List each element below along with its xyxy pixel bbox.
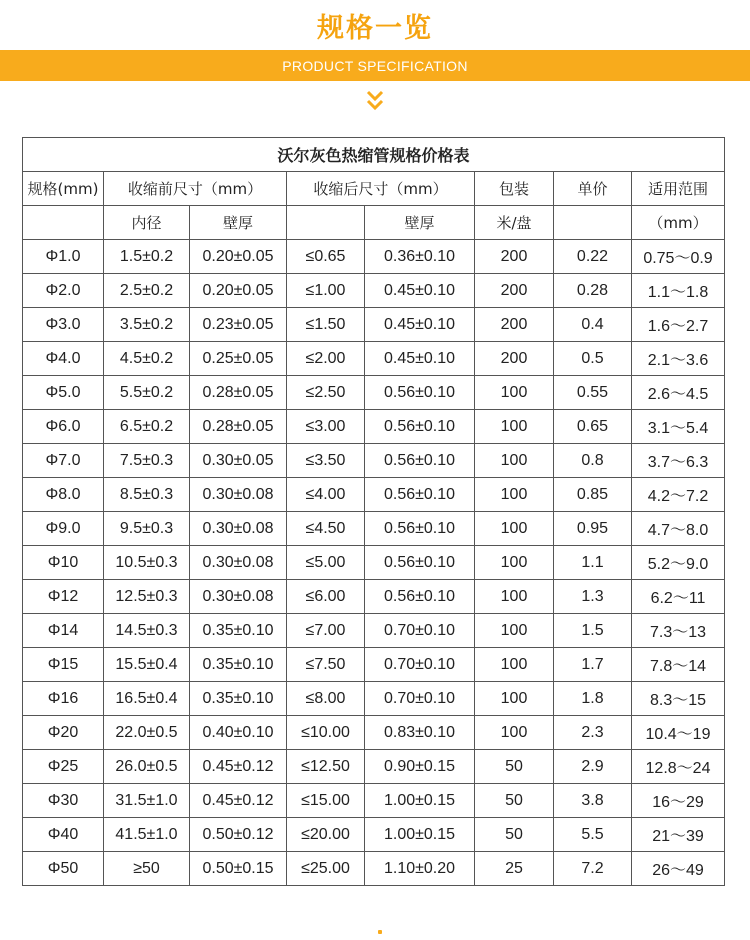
cell-pack: 100 bbox=[475, 580, 554, 614]
cell-inner-after: ≤3.50 bbox=[287, 444, 365, 478]
spec-price-table bbox=[22, 137, 724, 886]
cell-inner-after: ≤25.00 bbox=[287, 852, 365, 886]
cell-price: 1.1 bbox=[554, 546, 632, 580]
cell-wall-after: 0.56±0.10 bbox=[365, 478, 475, 512]
cell-price: 7.2 bbox=[554, 852, 632, 886]
cell-inner-diameter: 4.5±0.2 bbox=[104, 342, 190, 376]
cell-wall-before: 0.23±0.05 bbox=[190, 308, 287, 342]
cell-spec: Φ30 bbox=[23, 784, 104, 818]
cell-wall-after: 0.45±0.10 bbox=[365, 308, 475, 342]
cell-spec: Φ20 bbox=[23, 716, 104, 750]
cell-inner-after: ≤1.50 bbox=[287, 308, 365, 342]
table-row bbox=[23, 818, 725, 852]
cell-inner-after: ≤7.50 bbox=[287, 648, 365, 682]
cell-pack: 100 bbox=[475, 614, 554, 648]
cell-wall-before: 0.25±0.05 bbox=[190, 342, 287, 376]
cell-price: 1.7 bbox=[554, 648, 632, 682]
cell-pack: 100 bbox=[475, 478, 554, 512]
cell-wall-before: 0.28±0.05 bbox=[190, 410, 287, 444]
cell-inner-diameter: 2.5±0.2 bbox=[104, 274, 190, 308]
cell-spec: Φ12 bbox=[23, 580, 104, 614]
cell-pack: 200 bbox=[475, 240, 554, 274]
table-row bbox=[23, 410, 725, 444]
cell-range: 1.1～1.8 bbox=[632, 274, 725, 308]
cell-inner-after: ≤3.00 bbox=[287, 410, 365, 444]
footer-dot bbox=[378, 930, 382, 934]
cell-wall-after: 0.70±0.10 bbox=[365, 614, 475, 648]
cell-spec: Φ50 bbox=[23, 852, 104, 886]
cell-price: 0.5 bbox=[554, 342, 632, 376]
header-pack-unit: 米/盘 bbox=[475, 206, 554, 240]
cell-inner-diameter: 10.5±0.3 bbox=[104, 546, 190, 580]
cell-range: 7.8～14 bbox=[632, 648, 725, 682]
cell-wall-before: 0.30±0.08 bbox=[190, 478, 287, 512]
cell-wall-after: 0.45±0.10 bbox=[365, 274, 475, 308]
cell-inner-after: ≤4.00 bbox=[287, 478, 365, 512]
header-wall-after: 壁厚 bbox=[365, 206, 475, 240]
cell-wall-after: 1.00±0.15 bbox=[365, 784, 475, 818]
header-price: 单价 bbox=[554, 172, 632, 206]
cell-spec: Φ5.0 bbox=[23, 376, 104, 410]
cell-wall-before: 0.45±0.12 bbox=[190, 750, 287, 784]
cell-range: 7.3～13 bbox=[632, 614, 725, 648]
cell-inner-diameter: 3.5±0.2 bbox=[104, 308, 190, 342]
cell-inner-after: ≤5.00 bbox=[287, 546, 365, 580]
cell-spec: Φ14 bbox=[23, 614, 104, 648]
cell-spec: Φ1.0 bbox=[23, 240, 104, 274]
header-wall-before: 壁厚 bbox=[190, 206, 287, 240]
cell-spec: Φ7.0 bbox=[23, 444, 104, 478]
cell-wall-before: 0.40±0.10 bbox=[190, 716, 287, 750]
cell-price: 1.8 bbox=[554, 682, 632, 716]
cell-inner-after: ≤7.00 bbox=[287, 614, 365, 648]
cell-inner-after: ≤4.50 bbox=[287, 512, 365, 546]
cell-inner-diameter: 7.5±0.3 bbox=[104, 444, 190, 478]
cell-inner-diameter: ≥50 bbox=[104, 852, 190, 886]
cell-inner-diameter: 16.5±0.4 bbox=[104, 682, 190, 716]
cell-spec: Φ15 bbox=[23, 648, 104, 682]
cell-price: 0.4 bbox=[554, 308, 632, 342]
cell-range: 0.75～0.9 bbox=[632, 240, 725, 274]
cell-wall-after: 1.00±0.15 bbox=[365, 818, 475, 852]
cell-range: 16～29 bbox=[632, 784, 725, 818]
cell-price: 1.5 bbox=[554, 614, 632, 648]
cell-pack: 100 bbox=[475, 512, 554, 546]
header-spec: 规格(mm) bbox=[23, 172, 104, 206]
cell-inner-diameter: 26.0±0.5 bbox=[104, 750, 190, 784]
cell-price: 1.3 bbox=[554, 580, 632, 614]
cell-price: 2.9 bbox=[554, 750, 632, 784]
cell-inner-diameter: 41.5±1.0 bbox=[104, 818, 190, 852]
cell-price: 0.85 bbox=[554, 478, 632, 512]
cell-spec: Φ6.0 bbox=[23, 410, 104, 444]
cell-wall-before: 0.35±0.10 bbox=[190, 614, 287, 648]
cell-range: 5.2～9.0 bbox=[632, 546, 725, 580]
header-row-1 bbox=[23, 172, 725, 206]
cell-pack: 25 bbox=[475, 852, 554, 886]
cell-price: 0.28 bbox=[554, 274, 632, 308]
cell-wall-after: 0.56±0.10 bbox=[365, 580, 475, 614]
cell-pack: 100 bbox=[475, 376, 554, 410]
cell-range: 4.2～7.2 bbox=[632, 478, 725, 512]
cell-wall-after: 0.70±0.10 bbox=[365, 682, 475, 716]
cell-inner-after: ≤15.00 bbox=[287, 784, 365, 818]
table-row bbox=[23, 444, 725, 478]
header-row-2 bbox=[23, 206, 725, 240]
cell-range: 1.6～2.7 bbox=[632, 308, 725, 342]
cell-pack: 100 bbox=[475, 682, 554, 716]
table-row bbox=[23, 308, 725, 342]
table-row bbox=[23, 852, 725, 886]
cell-inner-diameter: 31.5±1.0 bbox=[104, 784, 190, 818]
cell-pack: 100 bbox=[475, 648, 554, 682]
table-row bbox=[23, 376, 725, 410]
cell-range: 2.6～4.5 bbox=[632, 376, 725, 410]
cell-wall-after: 0.56±0.10 bbox=[365, 512, 475, 546]
table-row bbox=[23, 682, 725, 716]
cell-wall-after: 0.45±0.10 bbox=[365, 342, 475, 376]
table-row bbox=[23, 580, 725, 614]
cell-wall-after: 0.56±0.10 bbox=[365, 410, 475, 444]
cell-inner-diameter: 6.5±0.2 bbox=[104, 410, 190, 444]
cell-wall-before: 0.30±0.08 bbox=[190, 512, 287, 546]
double-chevron-down-icon bbox=[366, 89, 384, 115]
cell-wall-before: 0.30±0.05 bbox=[190, 444, 287, 478]
cell-spec: Φ8.0 bbox=[23, 478, 104, 512]
cell-range: 12.8～24 bbox=[632, 750, 725, 784]
cell-inner-after: ≤20.00 bbox=[287, 818, 365, 852]
table-row bbox=[23, 478, 725, 512]
table-row bbox=[23, 614, 725, 648]
cell-inner-after: ≤8.00 bbox=[287, 682, 365, 716]
cell-inner-diameter: 22.0±0.5 bbox=[104, 716, 190, 750]
cell-inner-after: ≤12.50 bbox=[287, 750, 365, 784]
cell-inner-diameter: 9.5±0.3 bbox=[104, 512, 190, 546]
header-after-shrink: 收缩后尺寸（mm） bbox=[287, 172, 475, 206]
table-row bbox=[23, 784, 725, 818]
cell-price: 3.8 bbox=[554, 784, 632, 818]
cell-range: 8.3～15 bbox=[632, 682, 725, 716]
cell-price: 2.3 bbox=[554, 716, 632, 750]
cell-price: 5.5 bbox=[554, 818, 632, 852]
header-range-unit: （mm） bbox=[632, 206, 725, 240]
table-row bbox=[23, 274, 725, 308]
cell-spec: Φ2.0 bbox=[23, 274, 104, 308]
cell-wall-before: 0.35±0.10 bbox=[190, 648, 287, 682]
cell-inner-diameter: 5.5±0.2 bbox=[104, 376, 190, 410]
cell-range: 2.1～3.6 bbox=[632, 342, 725, 376]
table-row bbox=[23, 512, 725, 546]
cell-inner-after: ≤10.00 bbox=[287, 716, 365, 750]
header-before-shrink: 收缩前尺寸（mm） bbox=[104, 172, 287, 206]
cell-inner-after: ≤2.50 bbox=[287, 376, 365, 410]
cell-inner-diameter: 12.5±0.3 bbox=[104, 580, 190, 614]
cell-range: 4.7～8.0 bbox=[632, 512, 725, 546]
cell-wall-after: 0.70±0.10 bbox=[365, 648, 475, 682]
cell-price: 0.95 bbox=[554, 512, 632, 546]
cell-range: 3.1～5.4 bbox=[632, 410, 725, 444]
cell-inner-after: ≤0.65 bbox=[287, 240, 365, 274]
cell-wall-after: 1.10±0.20 bbox=[365, 852, 475, 886]
cell-inner-after: ≤2.00 bbox=[287, 342, 365, 376]
cell-spec: Φ9.0 bbox=[23, 512, 104, 546]
cell-wall-after: 0.36±0.10 bbox=[365, 240, 475, 274]
cell-spec: Φ3.0 bbox=[23, 308, 104, 342]
cell-wall-before: 0.30±0.08 bbox=[190, 546, 287, 580]
cell-wall-before: 0.50±0.12 bbox=[190, 818, 287, 852]
cell-spec: Φ25 bbox=[23, 750, 104, 784]
cell-pack: 50 bbox=[475, 818, 554, 852]
cell-range: 6.2～11 bbox=[632, 580, 725, 614]
header-pack: 包装 bbox=[475, 172, 554, 206]
cell-inner-diameter: 14.5±0.3 bbox=[104, 614, 190, 648]
header-empty bbox=[23, 206, 104, 240]
table-row bbox=[23, 648, 725, 682]
table-row bbox=[23, 546, 725, 580]
cell-pack: 200 bbox=[475, 274, 554, 308]
cell-spec: Φ16 bbox=[23, 682, 104, 716]
page-title: 规格一览 bbox=[317, 12, 433, 44]
cell-pack: 100 bbox=[475, 444, 554, 478]
cell-spec: Φ4.0 bbox=[23, 342, 104, 376]
section-banner: PRODUCT SPECIFICATION bbox=[0, 50, 750, 81]
cell-price: 0.8 bbox=[554, 444, 632, 478]
cell-wall-before: 0.28±0.05 bbox=[190, 376, 287, 410]
cell-wall-after: 0.56±0.10 bbox=[365, 444, 475, 478]
cell-pack: 50 bbox=[475, 784, 554, 818]
cell-wall-before: 0.50±0.15 bbox=[190, 852, 287, 886]
cell-wall-after: 0.56±0.10 bbox=[365, 376, 475, 410]
cell-inner-diameter: 15.5±0.4 bbox=[104, 648, 190, 682]
cell-inner-diameter: 1.5±0.2 bbox=[104, 240, 190, 274]
cell-spec: Φ40 bbox=[23, 818, 104, 852]
cell-wall-before: 0.35±0.10 bbox=[190, 682, 287, 716]
cell-inner-after: ≤6.00 bbox=[287, 580, 365, 614]
cell-price: 0.65 bbox=[554, 410, 632, 444]
cell-wall-before: 0.45±0.12 bbox=[190, 784, 287, 818]
cell-pack: 100 bbox=[475, 546, 554, 580]
cell-pack: 50 bbox=[475, 750, 554, 784]
cell-pack: 100 bbox=[475, 716, 554, 750]
cell-range: 26～49 bbox=[632, 852, 725, 886]
cell-inner-after: ≤1.00 bbox=[287, 274, 365, 308]
header-empty bbox=[554, 206, 632, 240]
table-row bbox=[23, 716, 725, 750]
cell-range: 3.7～6.3 bbox=[632, 444, 725, 478]
table-caption: 沃尔灰色热缩管规格价格表 bbox=[23, 138, 725, 172]
cell-range: 21～39 bbox=[632, 818, 725, 852]
cell-price: 0.55 bbox=[554, 376, 632, 410]
table-row bbox=[23, 342, 725, 376]
cell-wall-after: 0.56±0.10 bbox=[365, 546, 475, 580]
cell-wall-before: 0.20±0.05 bbox=[190, 240, 287, 274]
header-range: 适用范围 bbox=[632, 172, 725, 206]
cell-range: 10.4～19 bbox=[632, 716, 725, 750]
header-empty bbox=[287, 206, 365, 240]
cell-spec: Φ10 bbox=[23, 546, 104, 580]
table-row bbox=[23, 750, 725, 784]
cell-inner-diameter: 8.5±0.3 bbox=[104, 478, 190, 512]
cell-pack: 200 bbox=[475, 308, 554, 342]
header-inner-diameter: 内径 bbox=[104, 206, 190, 240]
cell-wall-after: 0.83±0.10 bbox=[365, 716, 475, 750]
cell-pack: 100 bbox=[475, 410, 554, 444]
cell-wall-before: 0.20±0.05 bbox=[190, 274, 287, 308]
cell-wall-before: 0.30±0.08 bbox=[190, 580, 287, 614]
cell-price: 0.22 bbox=[554, 240, 632, 274]
table-row bbox=[23, 240, 725, 274]
cell-wall-after: 0.90±0.15 bbox=[365, 750, 475, 784]
cell-pack: 200 bbox=[475, 342, 554, 376]
